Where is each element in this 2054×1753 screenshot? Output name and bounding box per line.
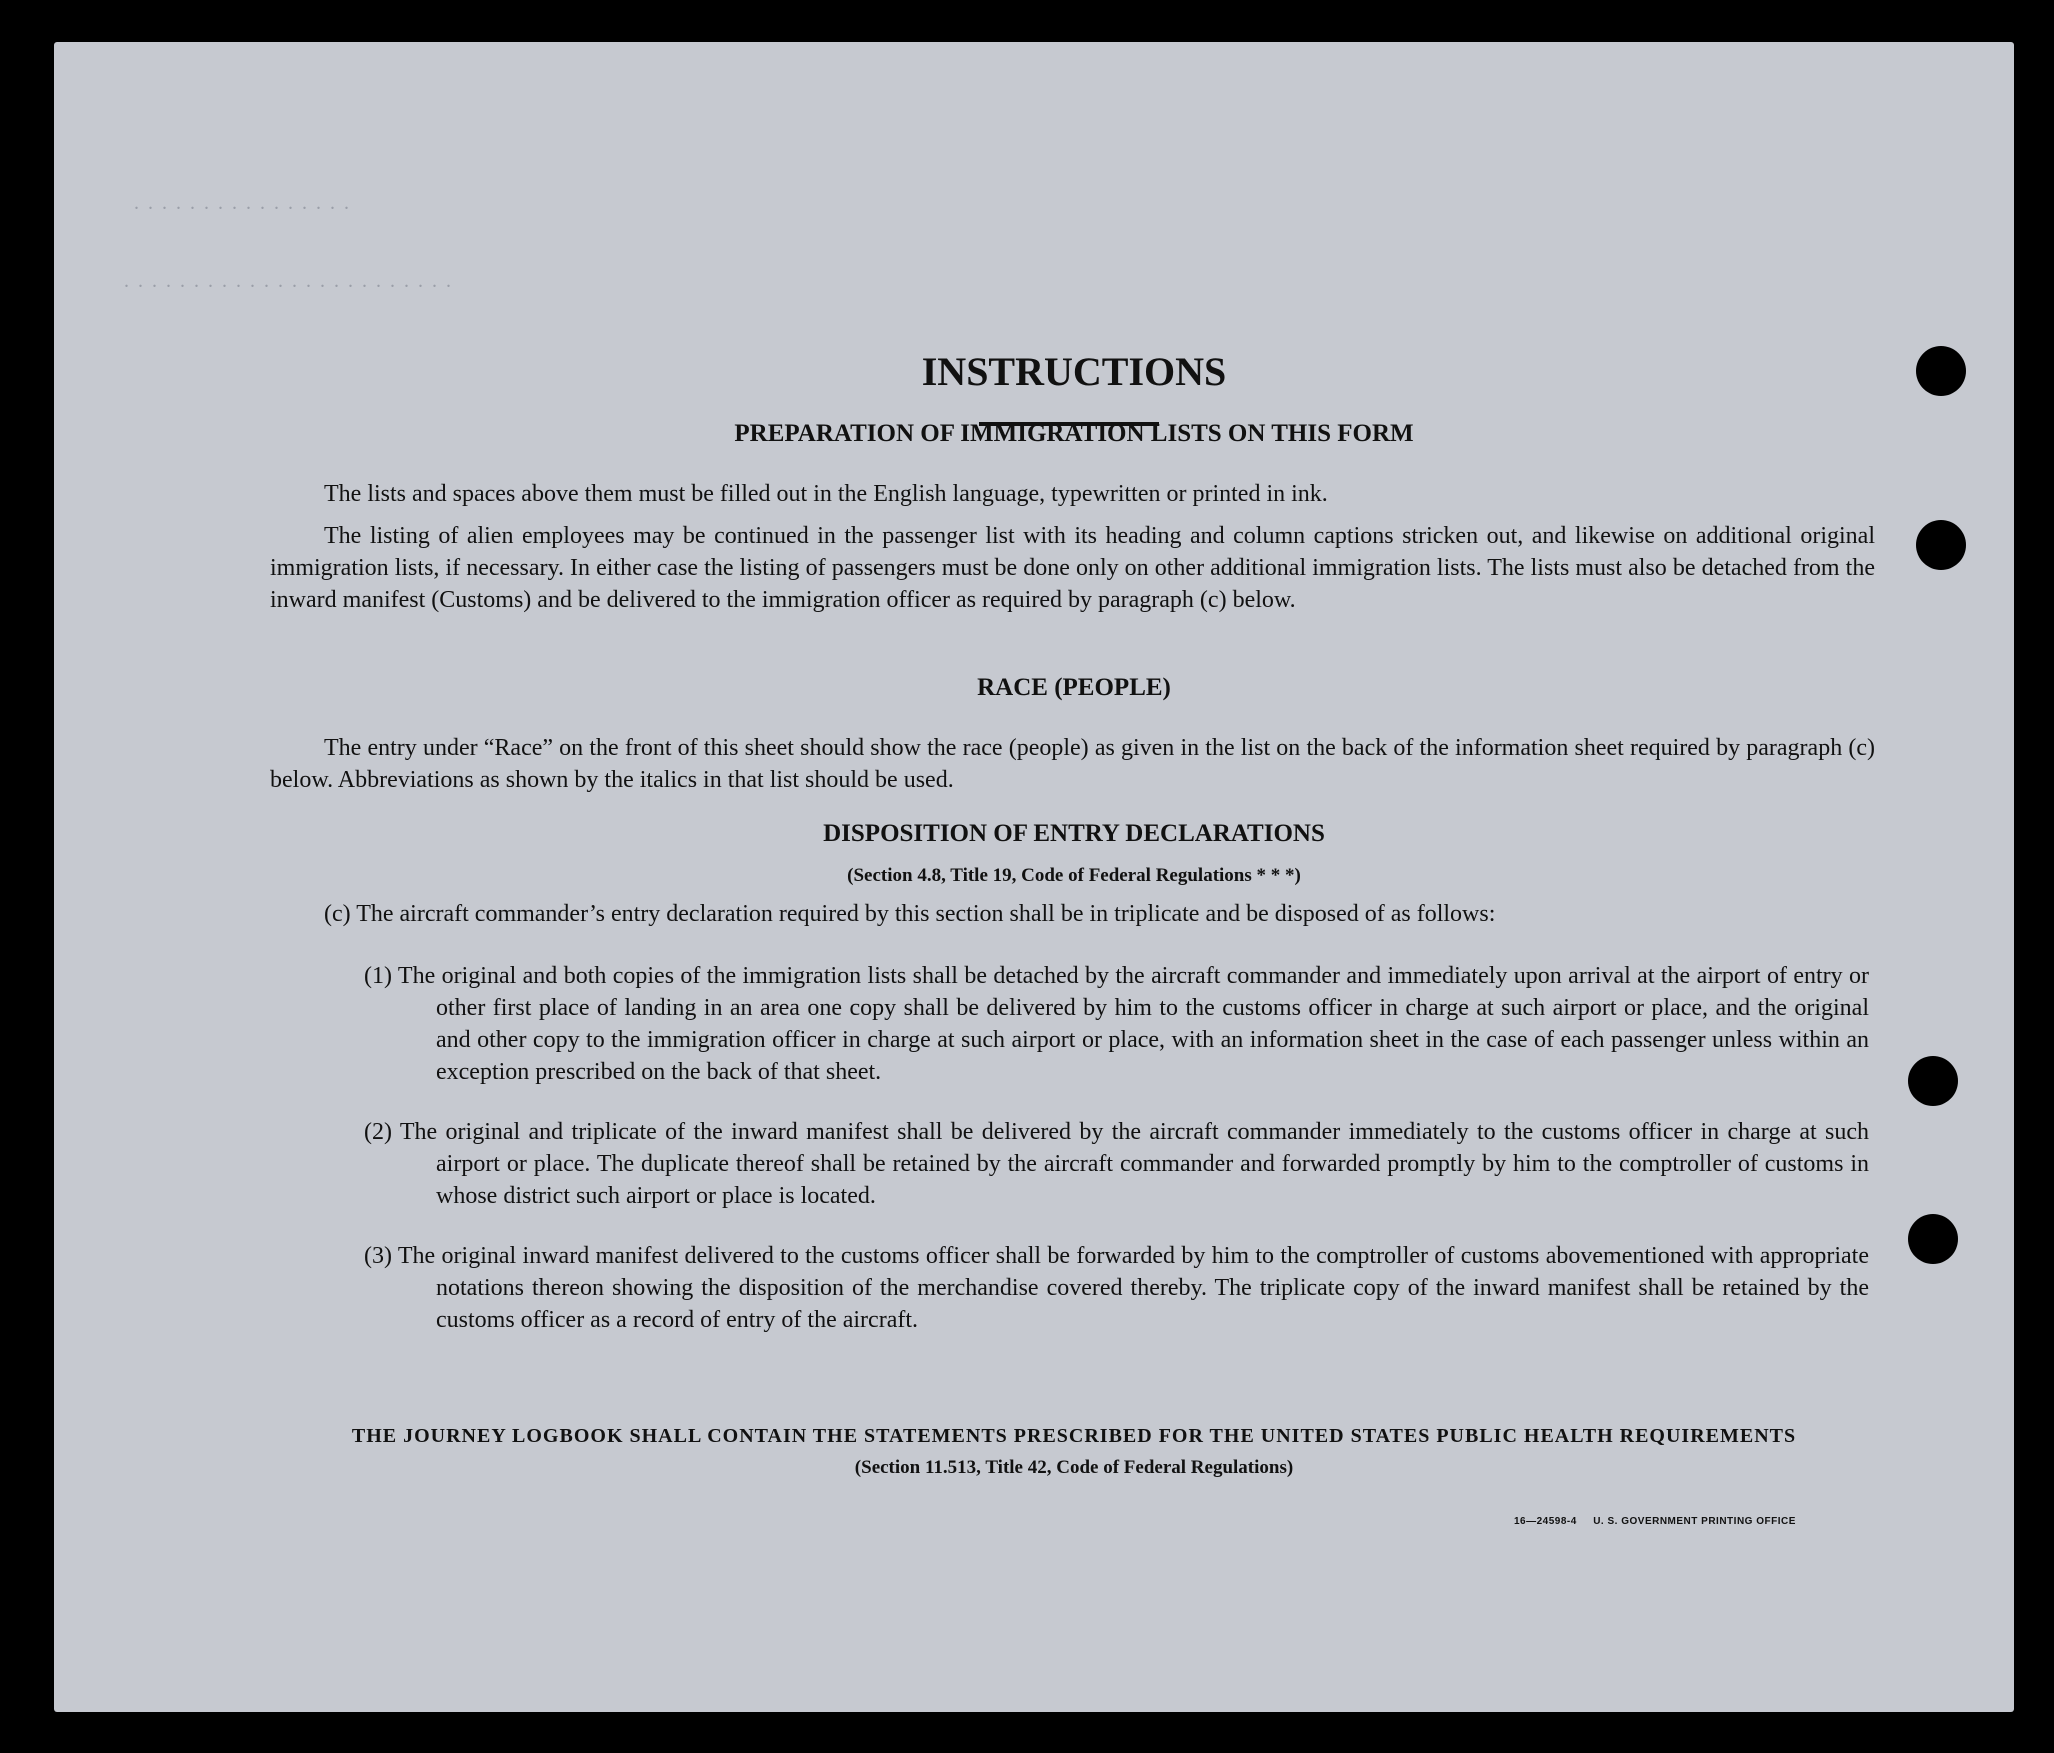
section-heading-preparation: PREPARATION OF IMMIGRATION LISTS ON THIS FORM bbox=[734, 420, 1414, 447]
disposition-item-2: (2) The original and triplicate of the inward manifest shall be delivered by the aircraft commander immediately to the customs officer in charge at such airport or place. The duplicate thereof shall be retained by the aircraft commander and forwarded promptly by him to the comptroller of customs in whose district such airport or place is located. bbox=[364, 1119, 1869, 1209]
bleed-through-marks: . . . . . . . . . . . . . . . . . . . . . . . . bbox=[124, 270, 453, 292]
punch-hole bbox=[1908, 1214, 1958, 1264]
preparation-paragraph-2: The listing of alien employees may be continued in the passenger list with its heading and column captions stricken out, and likewise on additional original immigration lists, if necessary. In either case the listing of passengers must be done only on other additional immigration lists. The lists must also be detached from the inward manifest (Customs) and be delivered to the immigration officer as required by paragraph (c) below. bbox=[270, 523, 1875, 613]
disposition-citation: (Section 4.8, Title 19, Code of Federal Regulations * * *) bbox=[847, 865, 1301, 886]
punch-hole bbox=[1916, 520, 1966, 570]
disposition-item-1: (1) The original and both copies of the immigration lists shall be detached by the aircraft commander and immediately upon arrival at the airport of entry or other first place of landing in an area one copy shall be delivered by him to the customs officer in charge at such airport or place, and the original and other copy to the immigration officer in charge at such airport or place, with an information sheet in the case of each passenger unless within an exception prescribed on the back of that sheet. bbox=[364, 963, 1869, 1085]
preparation-paragraph-1: The lists and spaces above them must be filled out in the English language, typewritten or printed in ink. bbox=[324, 481, 1328, 507]
document-sheet bbox=[54, 42, 2014, 1712]
punch-hole bbox=[1916, 346, 1966, 396]
punch-hole bbox=[1908, 1056, 1958, 1106]
footer-health-requirements: THE JOURNEY LOGBOOK SHALL CONTAIN THE STATEMENTS PRESCRIBED FOR THE UNITED STATES PUBLIC HEALTH REQUIREMENTS bbox=[351, 1425, 1797, 1447]
footer-citation: (Section 11.513, Title 42, Code of Federal Regulations) bbox=[854, 1457, 1294, 1478]
disposition-clause-c: (c) The aircraft commander’s entry declaration required by this section shall be in triplicate and be disposed of as follows: bbox=[324, 901, 1496, 927]
printing-office-imprint: 16—24598-4 U. S. GOVERNMENT PRINTING OFFICE bbox=[1514, 1516, 1796, 1527]
page-title: INSTRUCTIONS bbox=[921, 349, 1227, 394]
race-paragraph: The entry under “Race” on the front of this sheet should show the race (people) as given in the list on the back of the information sheet required by paragraph (c) below. Abbreviations as shown by the italics in that list should be used. bbox=[270, 735, 1875, 793]
section-heading-disposition: DISPOSITION OF ENTRY DECLARATIONS bbox=[823, 820, 1325, 847]
bleed-through-marks: . . . . . . . . . . . . . . . . bbox=[134, 192, 351, 214]
disposition-item-3: (3) The original inward manifest delivered to the customs officer shall be forwarded by him to the comptroller of customs abovementioned with appropriate notations thereon showing the disposition of the merchandise covered thereby. The triplicate copy of the inward manifest shall be retained by the customs officer as a record of entry of the aircraft. bbox=[364, 1243, 1869, 1333]
section-heading-race: RACE (PEOPLE) bbox=[977, 674, 1171, 701]
